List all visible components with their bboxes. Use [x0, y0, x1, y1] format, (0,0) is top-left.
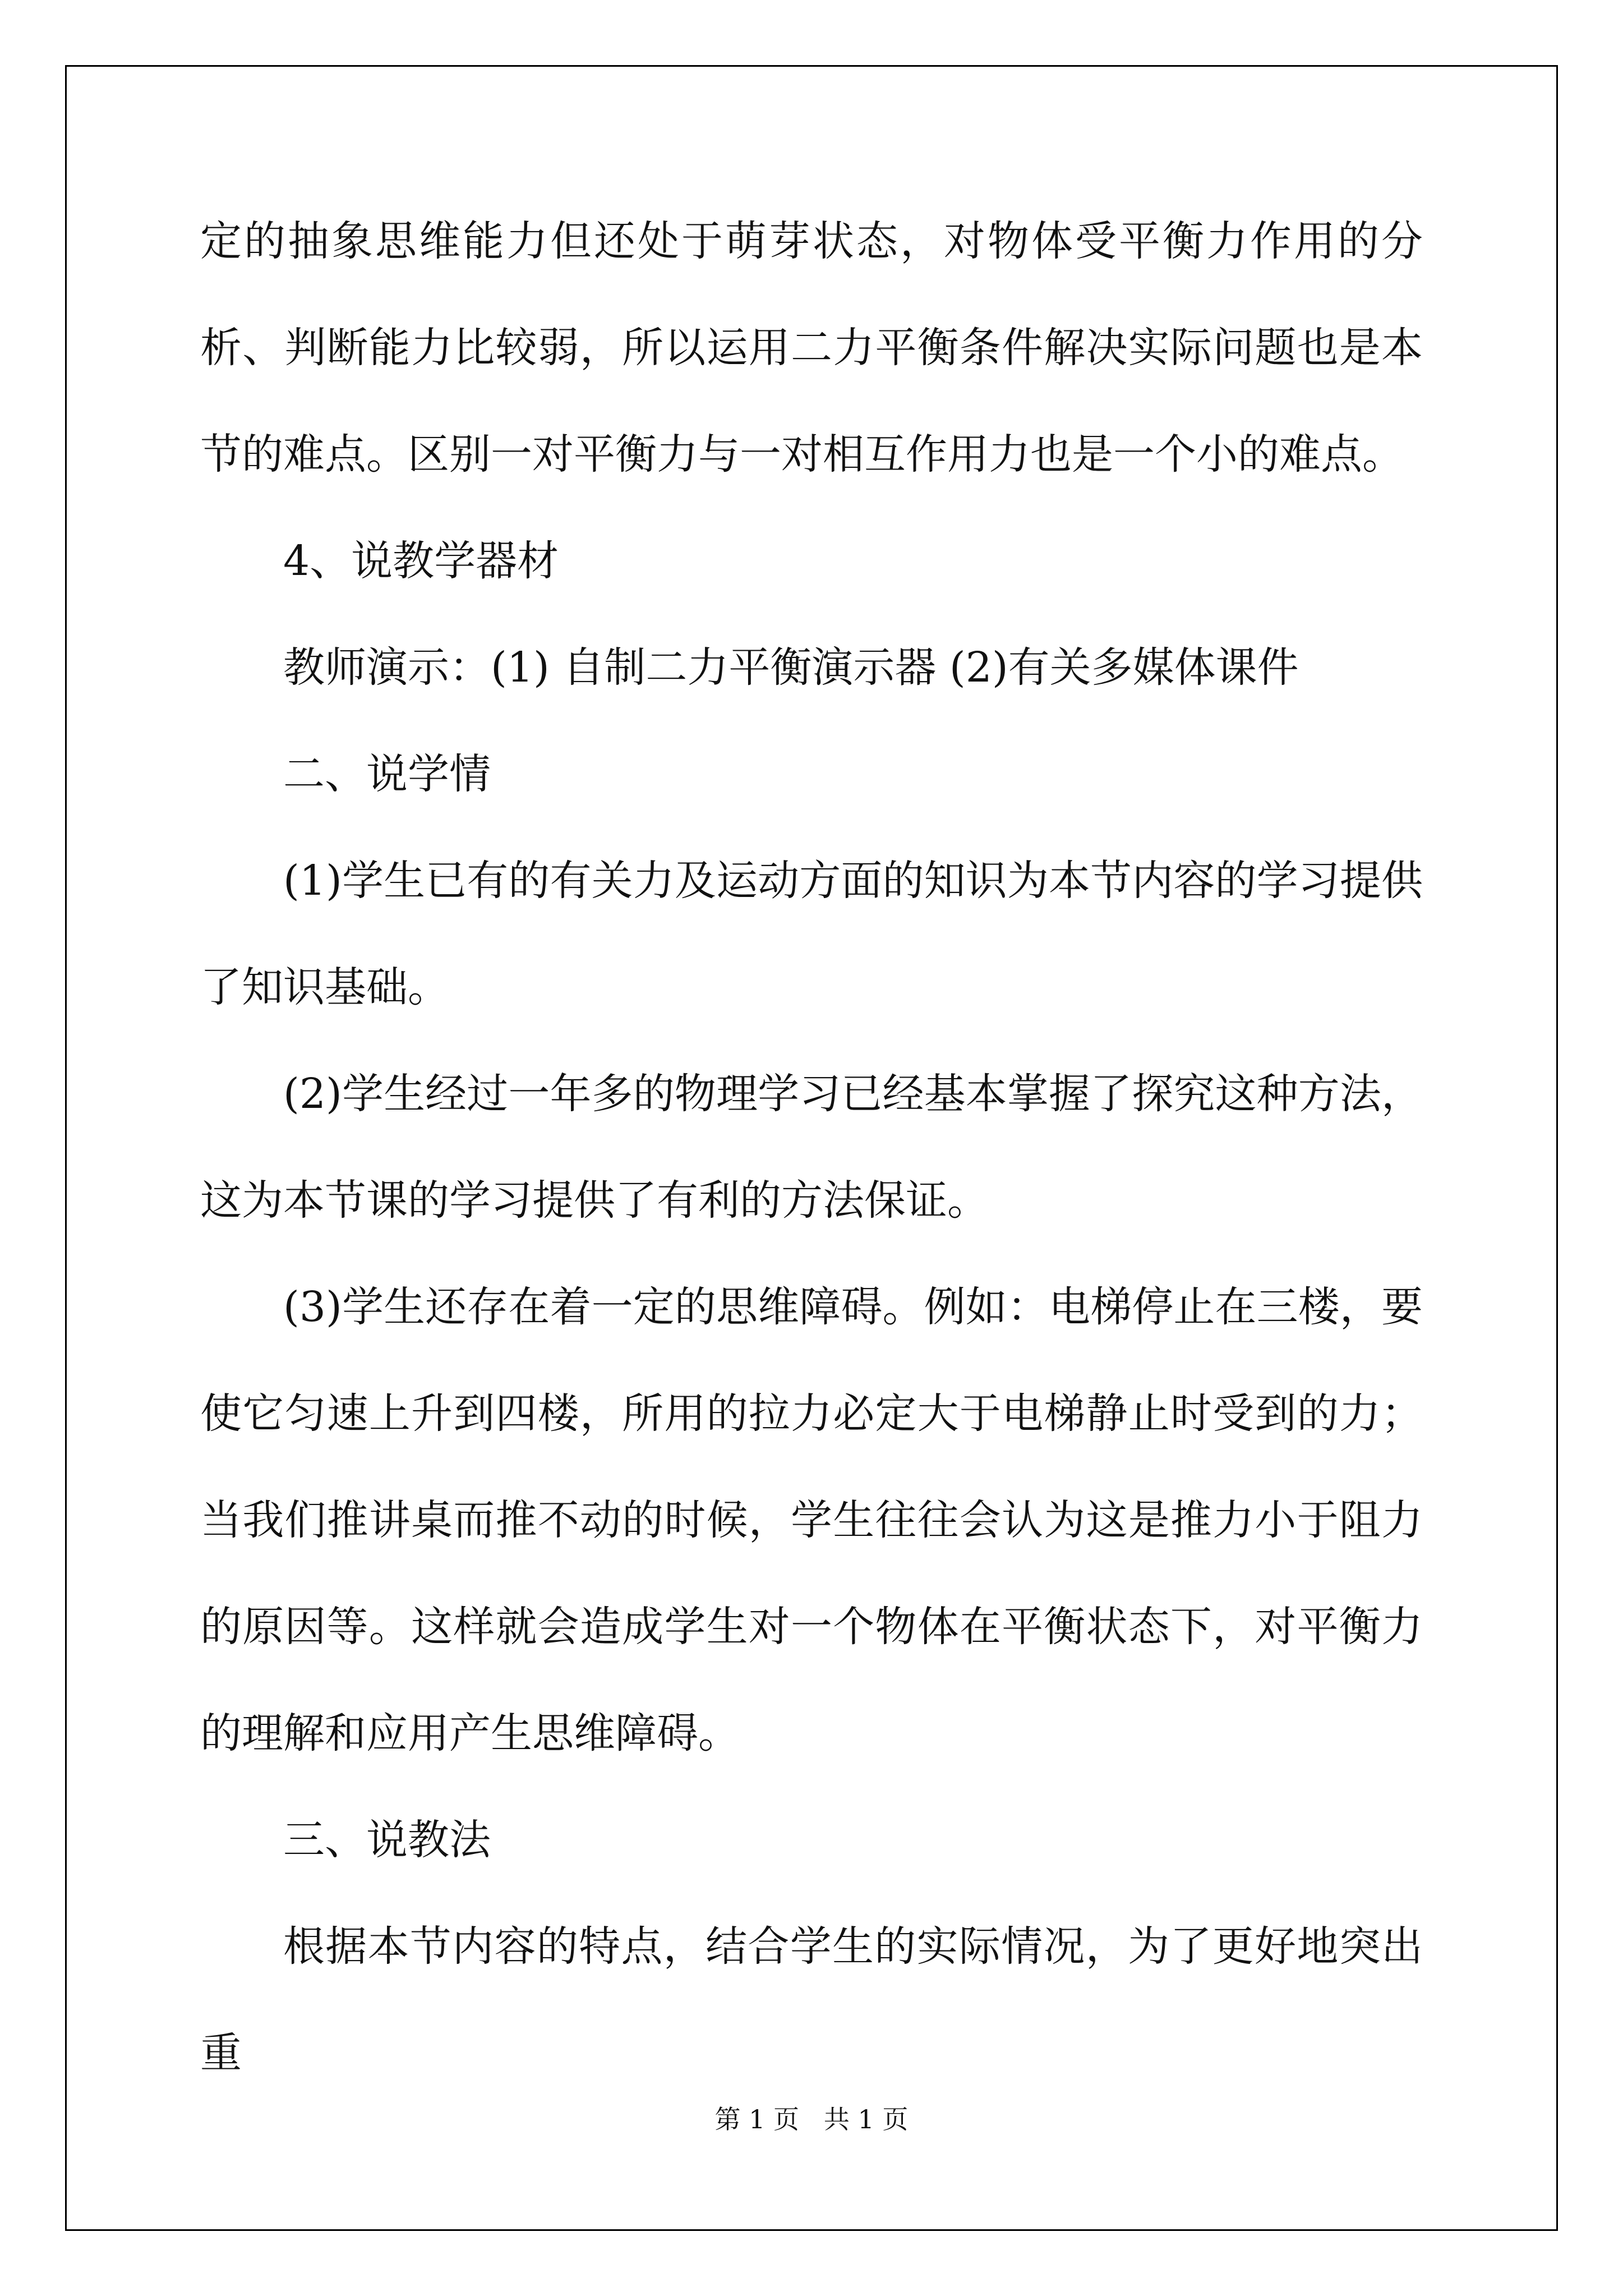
- paragraph-4-heading: 二、说学情: [283, 750, 491, 798]
- paragraph-8-heading: 三、说教法: [283, 1816, 491, 1864]
- page-footer: 第 1 页 共 1 页: [714, 2104, 909, 2134]
- paragraph-7: (3)学生还存在着一定的思维障碍。例如：电梯停止在三楼，要使它匀速上升到四楼，所用的拉力必定大于电梯静止时受到的力；当我们推讲桌而推不动的时候，学生往往会认为这是推力小于阻力的原因等。这样就会造成学生对一个物体在平衡状态下，对平衡力的理解和应用产生思维障碍。: [200, 1283, 1423, 1757]
- paragraph-9: 根据本节内容的特点，结合学生的实际情况，为了更好地突出重: [200, 1922, 1423, 2077]
- paragraph-1: 定的抽象思维能力但还处于萌芽状态，对物体受平衡力作用的分析、判断能力比较弱，所以运用二力平衡条件解决实际问题也是本节的难点。区别一对平衡力与一对相互作用力也是一个小的难点。: [200, 217, 1423, 478]
- paragraph-5: (1)学生已有的有关力及运动方面的知识为本节内容的学习提供了知识基础。: [200, 857, 1423, 1011]
- document-body: [200, 188, 1423, 2106]
- paragraph-2-heading: 4、说教学器材: [283, 537, 559, 585]
- paragraph-3: 教师演示：(1) 自制二力平衡演示器 (2)有关多媒体课件: [283, 643, 1299, 692]
- paragraph-6: (2)学生经过一年多的物理学习已经基本掌握了探究这种方法，这为本节课的学习提供了有利的方法保证。: [200, 1070, 1423, 1225]
